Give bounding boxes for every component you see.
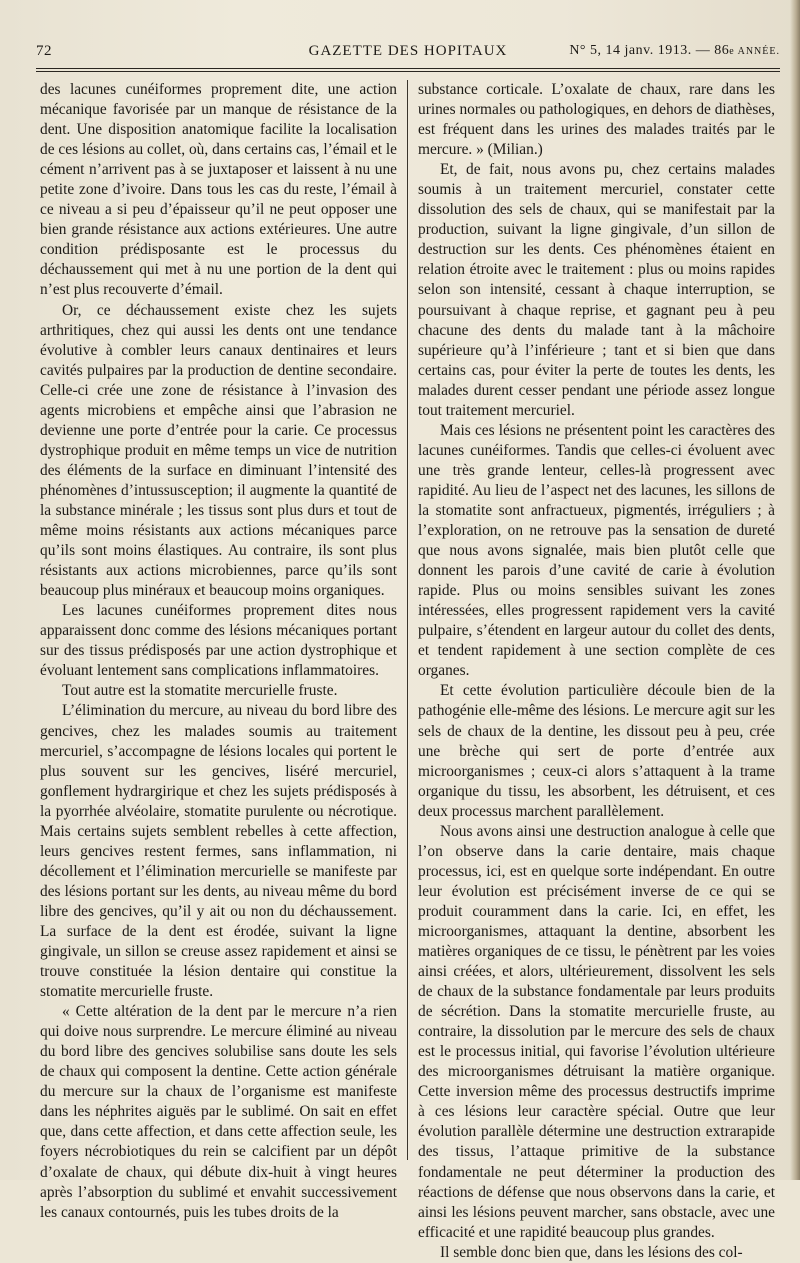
paragraph: Mais ces lésions ne présentent point les caractères des lacunes cunéiformes. Tandis que celles-ci évoluent avec une très grande lenteur, celles-là progressent avec rapidité. Au lieu de l’aspect net des lacunes, les sillons de la stomatite sont anfractueux, pigmentés, irréguliers ; à l’exploration, on ne retrouve pas la sensation de dureté que nous avons signalée, mais bien plutôt celle que donnent les parois d’une cavité de carie à évolution rapide. Plus ou moins sensibles suivant les zones intéressées, elles progressent rapidement vers la cavité pulpaire, s’étendent en largeur autour du collet des dents, et tendent rapidement à une section complète de ces organes. bbox=[418, 421, 775, 680]
page-number: 72 bbox=[36, 43, 52, 59]
paragraph: substance corticale. L’oxalate de chaux, rare dans les urines normales ou pathologiques, en dehors de diathèses, est fréquent dans les urines des malades traités par le mercure. » (Milian.) bbox=[418, 81, 775, 159]
header-rule-bottom bbox=[36, 71, 780, 72]
paragraph: Il semble donc bien que, dans les lésions des col- bbox=[440, 1243, 743, 1261]
column-divider bbox=[407, 80, 408, 1160]
journal-title: GAZETTE DES HOPITAUX bbox=[308, 43, 508, 59]
header-rule-top bbox=[36, 68, 780, 69]
issue-year-suffix: e ANNÉE. bbox=[729, 46, 780, 57]
page-spine-shadow bbox=[790, 0, 800, 1180]
paragraph: L’élimination du mercure, au niveau du bord libre des gencives, chez les malades soumis au traitement mercuriel, s’accompagne de lésions locales qui portent le plus souvent sur les gencives, liséré mercuriel, gonflement hydrargirique et chez les sujets prédisposés à la pyorrhée alvéolaire, stomatite purulente ou nécrotique. Mais certains sujets semblent rebelles à cette affection, leurs gencives restent fermes, sans inflammation, ni décollement et l’élimination mercurielle se manifeste par des lésions portant sur les dents, au niveau même du bord libre des gencives, qu’il y ait ou non du déchaussement. La surface de la dent est érodée, suivant la ligne gingivale, un sillon se creuse assez rapidement et ainsi se trouve constituée la lésion dentaire qui constitue la stomatite mercurielle fruste. bbox=[40, 702, 397, 1001]
paragraph: Les lacunes cunéiformes proprement dites nous apparaissent donc comme des lésions mécaniques portant sur des tissus prédisposés par une action dystrophique et évoluant lentement sans complications inflammatoires. bbox=[40, 602, 397, 680]
paragraph: « Cette altération de la dent par le mercure n’a rien qui doive nous surprendre. Le mercure éliminé au niveau du bord libre des gencives solubilise sans doute les sels de chaux qui composent la dentine. Cette action générale du mercure sur la chaux de l’organisme est manifeste dans les néphrites aiguës par le sublimé. On sait en effet que, dans cette affection, et dans cette affection seule, les foyers nécrobiotiques du rein se calcifient par un dépôt d’oxalate de chaux, qui débute dix-huit à vingt heures après l’absorption du sublimé et envahit successivement les canaux contournés, puis les tubes droits de la bbox=[40, 1003, 397, 1221]
issue-date: N° 5, 14 janv. 1913. — 86 bbox=[569, 43, 730, 58]
paragraph: Et, de fait, nous avons pu, chez certains malades soumis à un traitement mercuriel, constater cette dissolution des sels de chaux, qui se manifestait par la production, suivant la ligne gingivale, d’un sillon de destruction sur les dents. Ces phénomènes étaient en relation étroite avec le traitement : plus ou moins rapides selon son intensité, cessant à chaque interruption, se poursuivant à chaque reprise, et gagnant peu à peu chacune des dents du malade tant à la mâchoire supérieure qu’à l’inférieure ; tant et si bien que dans certains cas, pour éviter la perte de toutes les dents, les malades durent cesser pendant une période assez longue tout traitement mercuriel. bbox=[418, 161, 775, 419]
left-column bbox=[40, 80, 397, 1223]
paragraph: Or, ce déchaussement existe chez les sujets arthritiques, chez qui aussi les dents ont une tendance évolutive à combler leurs canaux dentinaires et leurs cavités pulpaires par la production de dentine secondaire. Celle-ci crée une zone de résistance à l’invasion des agents microbiens et empêche ainsi que l’abrasion ne devienne une porte d’entrée pour la carie. Ce processus dystrophique produit en même temps un vice de nutrition des éléments de la surface en diminuant l’intensité des phénomènes d’intussusception; il augmente la quantité de la substance minérale ; les tissus sont plus durs et tout de même moins résistants aux actions mécaniques parce qu’ils sont moins élastiques. Au contraire, ils sont plus résistants aux actions microbiennes, parce qu’ils sont beaucoup plus minéraux et beaucoup moins organiques. bbox=[40, 301, 397, 600]
paragraph: des lacunes cunéiformes proprement dite, une action mécanique favorisée par un manque de résistance de la dent. Une disposition anatomique facilite la localisation de ces lésions au collet, où, dans certains cas, l’émail et le cément n’arrivent pas à se juxtaposer et laissent à nu une petite zone d’ivoire. Dans tous les cas du reste, l’émail à ce niveau a si peu d’épaisseur qu’il ne peut opposer une bien grande résistance aux actions extérieures. Une autre condition prédisposante est le processus du déchaussement qui met à nu une portion de la dent qui n’est plus recouverte d’émail. bbox=[40, 81, 397, 299]
paragraph: Et cette évolution particulière découle bien de la pathogénie elle-même des lésions. Le mercure agit sur les sels de chaux de la dentine, les dissout peu à peu, crée une brèche qui sert de porte d’entrée aux microorganismes ; ceux-ci alors s’attaquent à la trame organique du tissu, les absorbent, les détruisent, et ces deux processus marchent parallèlement. bbox=[418, 682, 775, 820]
paragraph: Nous avons ainsi une destruction analogue à celle que l’on observe dans la carie dentaire, mais chaque processus, ici, est en quelque sorte indépendant. En outre leur évolution est précisément inverse de ce qui se produit couramment dans la carie. Ici, en effet, les microorganismes, attaquant la dentine, absorbent les matières organiques de ce tissu, le pénètrent par les voies ainsi créées, et alors, ultérieurement, dissolvent les sels de chaux de la substance fondamentale par leurs produits de sécrétion. Dans la stomatite mercurielle fruste, au contraire, la dissolution par le mercure des sels de chaux est le processus initial, qui favorise l’évolution ultérieure des microorganismes détruisant la matière organique. Cette inversion même des processus destructifs imprime à ces lésions leur caractère spécial. Outre que leur évolution parallèle détermine une destruction extrarapide des tissus, l’attaque primitive de la substance fondamentale ne peut déterminer la production des réactions de défense que nous observons dans la carie, et ainsi les lésions peuvent marcher, sans obstacle, avec une efficacité et une rapidité beaucoup plus grandes. bbox=[418, 822, 775, 1241]
paragraph: Tout autre est la stomatite mercurielle fruste. bbox=[62, 682, 338, 700]
right-column bbox=[418, 80, 775, 1263]
page-header bbox=[36, 43, 780, 65]
issue-info bbox=[569, 43, 780, 59]
